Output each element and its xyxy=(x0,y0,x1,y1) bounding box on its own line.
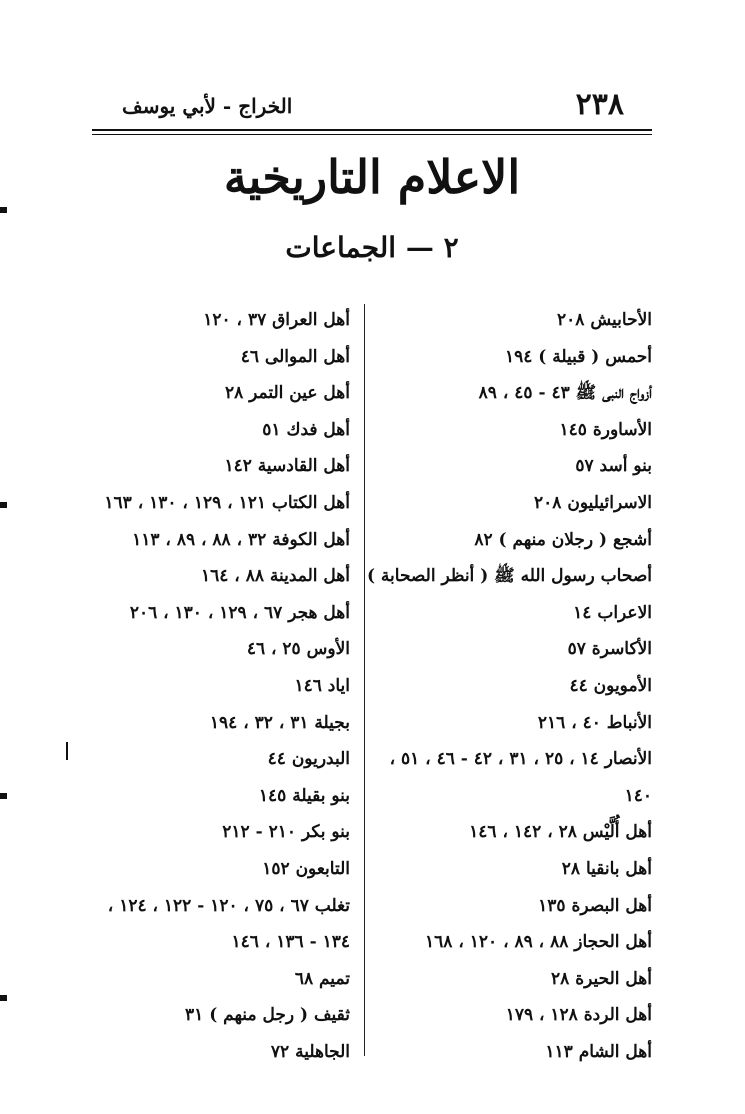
index-entry: ١٤٠ xyxy=(624,785,652,806)
index-entry: أهل البصرة ١٣٥ xyxy=(538,895,652,916)
index-entry: الأنباط ٤٠ ، ٢١٦ xyxy=(537,712,652,733)
index-entry: أهل أُلَّيْس ٢٨ ، ١٤٢ ، ١٤٦ xyxy=(469,822,652,843)
index-entry: أهل بانقيا ٢٨ xyxy=(561,858,652,879)
index-entry: بنو أسد ٥٧ xyxy=(575,456,652,477)
index-columns xyxy=(70,302,660,1062)
index-entry: أهل المدينة ٨٨ ، ١٦٤ xyxy=(200,566,350,587)
index-entry: البدريون ٤٤ xyxy=(267,749,350,770)
index-entry: الأمويون ٤٤ xyxy=(569,675,652,696)
page-number: ٢٣٨ xyxy=(575,87,624,122)
index-entry: أزواج النبى ﷺ ٤٣ - ٤٥ ، ٨٩ xyxy=(478,383,652,404)
margin-mark xyxy=(0,995,7,1001)
index-entry: الاعراب ١٤ xyxy=(573,602,652,623)
page-header xyxy=(92,88,652,122)
index-entry: أهل الكتاب ١٢١ ، ١٢٩ ، ١٣٠ ، ١٦٣ xyxy=(104,492,350,513)
margin-mark xyxy=(0,793,7,799)
index-entry: أهل الحيرة ٢٨ xyxy=(551,968,652,989)
index-entry: الأكاسرة ٥٧ xyxy=(567,639,652,660)
index-entry: الاسرائيليون ٢٠٨ xyxy=(534,492,652,513)
margin-mark xyxy=(0,207,7,213)
index-entry: تميم ٦٨ xyxy=(294,968,350,989)
index-entry: أهل العراق ٣٧ ، ١٢٠ xyxy=(203,310,350,330)
index-entry: أهل هجر ٦٧ ، ١٢٩ ، ١٣٠ ، ٢٠٦ xyxy=(129,602,350,623)
right-column xyxy=(362,302,652,1070)
index-entry: أحمس ( قبيلة ) ١٩٤ xyxy=(504,346,652,367)
index-entry: الأحابيش ٢٠٨ xyxy=(557,310,652,330)
index-entry: بنو بكر ٢١٠ - ٢١٢ xyxy=(222,822,350,843)
index-entry: أشجع ( رجلان منهم ) ٨٢ xyxy=(474,529,652,550)
index-entry: بجيلة ٣١ ، ٣٢ ، ١٩٤ xyxy=(209,712,350,733)
index-entry: أصحاب رسول الله ﷺ ( أنظر الصحابة ) xyxy=(366,566,652,587)
main-title: الاعلام التاريخية xyxy=(223,150,521,204)
index-entry: أهل الموالى ٤٦ xyxy=(240,346,350,367)
index-entry: أهل الكوفة ٣٢ ، ٨٨ ، ٨٩ ، ١١٣ xyxy=(132,529,350,550)
index-entry: الأوس ٢٥ ، ٤٦ xyxy=(246,639,350,660)
index-entry: الأساورة ١٤٥ xyxy=(559,419,652,440)
index-entry: اياد ١٤٦ xyxy=(294,675,350,696)
index-entry: أهل عين التمر ٢٨ xyxy=(224,383,350,404)
index-entry: أهل فدك ٥١ xyxy=(262,419,350,440)
index-entry: الجاهلية ٧٢ xyxy=(270,1041,350,1062)
index-entry: تغلب ٦٧ ، ٧٥ ، ١٢٠ - ١٢٢ ، ١٢٤ ، xyxy=(107,895,350,916)
margin-mark xyxy=(0,502,7,508)
section-title: ٢ — الجماعات xyxy=(285,231,459,264)
index-entry: ثقيف ( رجل منهم ) ٣١ xyxy=(185,1005,350,1026)
index-entry: الأنصار ١٤ ، ٢٥ ، ٣١ ، ٤٢ - ٤٦ ، ٥١ ، xyxy=(389,749,652,770)
index-entry: ١٣٤ - ١٣٦ ، ١٤٦ xyxy=(231,932,350,953)
index-entry: أهل الشام ١١٣ xyxy=(545,1041,652,1062)
header-rule-thin xyxy=(92,134,652,135)
header-rule xyxy=(92,129,652,131)
left-column xyxy=(70,302,358,1070)
margin-mark xyxy=(66,742,68,760)
index-entry: التابعون ١٥٢ xyxy=(262,858,350,879)
index-entry: أهل الحجاز ٨٨ ، ٨٩ ، ١٢٠ ، ١٦٨ xyxy=(425,932,652,953)
index-entry: أهل القادسية ١٤٢ xyxy=(224,456,350,477)
running-title: الخراج - لأبي يوسف xyxy=(122,94,293,118)
index-entry: أهل الردة ١٢٨ ، ١٧٩ xyxy=(505,1005,652,1026)
index-entry: بنو بقيلة ١٤٥ xyxy=(258,785,350,806)
